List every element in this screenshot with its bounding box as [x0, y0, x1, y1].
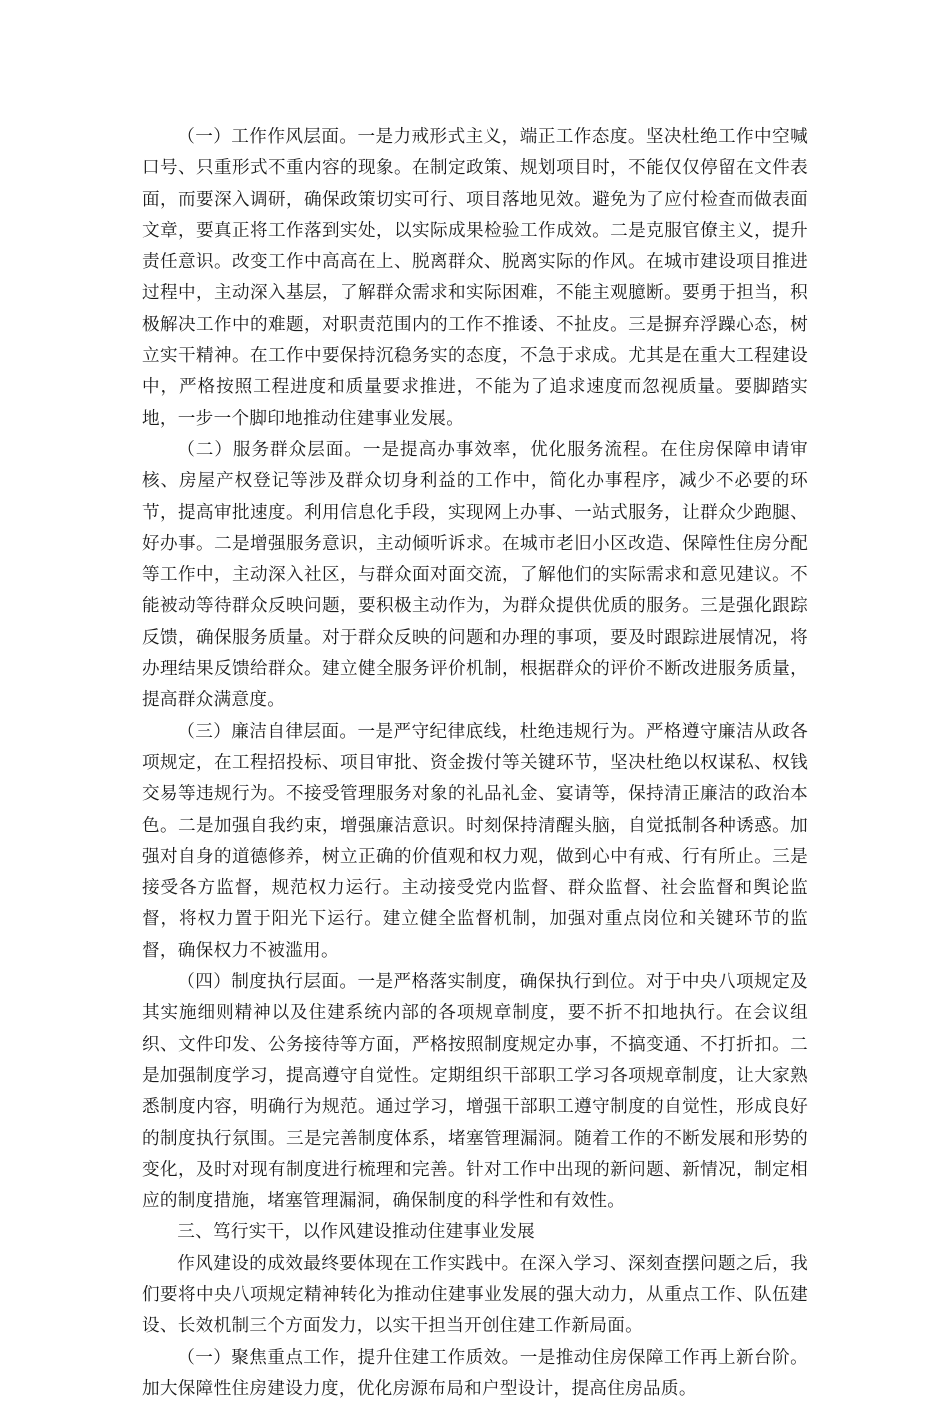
paragraph-work-style: （一）工作作风层面。一是力戒形式主义，端正工作态度。坚决杜绝工作中空喊口号、只重形式不重内容的现象。在制定政策、规划项目时，不能仅仅停留在文件表面，而要深入调研，确保政策切实可行、项目落地见效。避免为了应付检查而做表面文章，要真正将工作落到实处，以实际成果检验工作成效。二是克服官僚主义，提升责任意识。改变工作中高高在上、脱离群众、脱离实际的作风。在城市建设项目推进过程中，主动深入基层，了解群众需求和实际困难，不能主观臆断。要勇于担当，积极解决工作中的难题，对职责范围内的工作不推诿、不扯皮。三是摒弃浮躁心态，树立实干精神。在工作中要保持沉稳务实的态度，不急于求成。尤其是在重大工程建设中，严格按照工程进度和质量要求推进，不能为了追求速度而忽视质量。要脚踏实地，一步一个脚印地推动住建事业发展。 [142, 127, 808, 429]
paragraph-system-execution: （四）制度执行层面。一是严格落实制度，确保执行到位。对于中央八项规定及其实施细则精神以及住建系统内部的各项规章制度，要不折不扣地执行。在会议组织、文件印发、公务接待等方面，严格按照制度规定办事，不搞变通、不打折扣。二是加强制度学习，提高遵守自觉性。定期组织干部职工学习各项规章制度，让大家熟悉制度内容，明确行为规范。通过学习，增强干部职工遵守制度的自觉性，形成良好的制度执行氛围。三是完善制度体系，堵塞管理漏洞。随着工作的不断发展和形势的变化，及时对现有制度进行梳理和完善。针对工作中出现的新问题、新情况，制定相应的制度措施，堵塞管理漏洞，确保制度的科学性和有效性。 [142, 972, 808, 1212]
paragraph-serve-masses: （二）服务群众层面。一是提高办事效率，优化服务流程。在住房保障申请审核、房屋产权登记等涉及群众切身利益的工作中，简化办事程序，减少不必要的环节，提高审批速度。利用信息化手段，实现网上办事、一站式服务，让群众少跑腿、好办事。二是增强服务意识，主动倾听诉求。在城市老旧小区改造、保障性住房分配等工作中，主动深入社区，与群众面对面交流，了解他们的实际需求和意见建议。不能被动等待群众反映问题，要积极主动作为，为群众提供优质的服务。三是强化跟踪反馈，确保服务质量。对于群众反映的问题和办理的事项，要及时跟踪进展情况，将办理结果反馈给群众。建立健全服务评价机制，根据群众的评价不断改进服务质量，提高群众满意度。 [142, 439, 808, 711]
document-page [142, 122, 808, 1405]
section-heading: 三、笃行实干，以作风建设推动住建事业发展 [177, 1222, 536, 1243]
paragraph-integrity: （三）廉洁自律层面。一是严守纪律底线，杜绝违规行为。严格遵守廉洁从政各项规定，在工程招投标、项目审批、资金拨付等关键环节，坚决杜绝以权谋私、权钱交易等违规行为。不接受管理服务对象的礼品礼金、宴请等，保持清正廉洁的政治本色。二是加强自我约束，增强廉洁意识。时刻保持清醒头脑，自觉抵制各种诱惑。加强对自身的道德修养，树立正确的价值观和权力观，做到心中有戒、行有所止。三是接受各方监督，规范权力运行。主动接受党内监督、群众监督、社会监督和舆论监督，将权力置于阳光下运行。建立健全监督机制，加强对重点岗位和关键环节的监督，确保权力不被滥用。 [142, 721, 808, 961]
paragraph-key-work: （一）聚焦重点工作，提升住建工作质效。一是推动住房保障工作再上新台阶。加大保障性住房建设力度，优化房源布局和户型设计，提高住房品质。 [142, 1347, 808, 1399]
paragraph-section-intro: 作风建设的成效最终要体现在工作实践中。在深入学习、深刻查摆问题之后，我们要将中央八项规定精神转化为推动住建事业发展的强大动力，从重点工作、队伍建设、长效机制三个方面发力，以实干担当开创住建工作新局面。 [142, 1253, 808, 1337]
